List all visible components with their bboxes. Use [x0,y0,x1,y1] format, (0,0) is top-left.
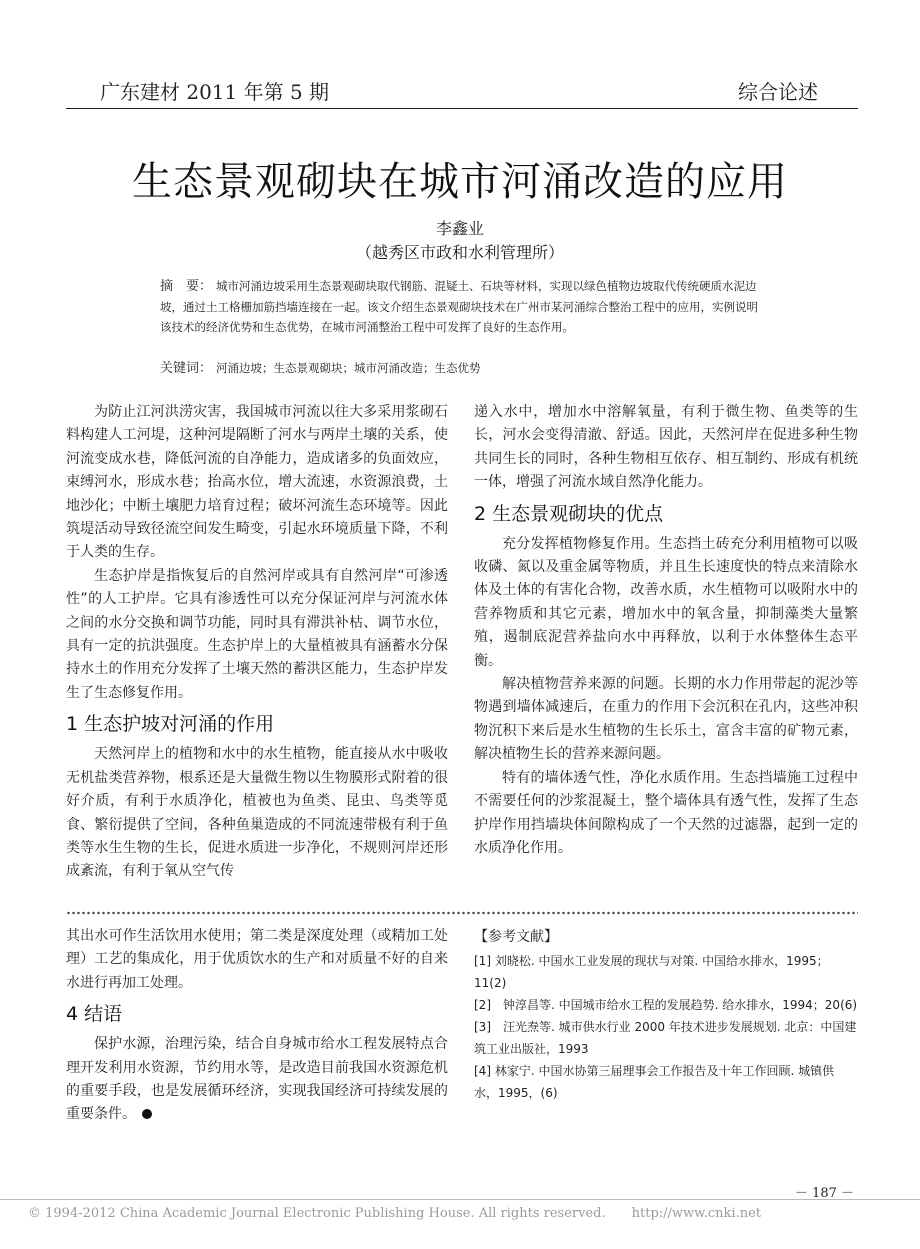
paragraph: 解决植物营养来源的问题。长期的水力作用带起的泥沙等物遇到墙体减速后，在重力的作用下会沉积在孔内，这些冲积物沉积下来后是水生植物的生长乐土，富含丰富的矿物元素，解决植物生长的营养来源问题。 [474,676,858,763]
copyright-footer [28,1206,761,1221]
article-title: 生态景观砌块在城市河涌改造的应用 [132,159,788,205]
abstract-text: 城市河涌边坡采用生态景观砌块取代钢筋、混疑土、石块等材料，实现以绿色植物边坡取代传统硬质水泥边坡，通过土工格栅加筋挡墙连接在一起。该文介绍生态景观砌块技术在广州市某河涌综合整治工程中的应用，实例说明该技术的经济优势和生态优势，在城市河涌整治工程中可发挥了良好的生态作用。 [160,279,758,334]
reference-item: [3] 汪光焘等. 城市供水行业 2000 年技术进步发展规划. 北京：中国建筑工业出版社，1993 [474,1020,857,1056]
article-divider [66,910,858,916]
keywords-text: 河涌边坡；生态景观砌块；城市河涌改造；生态优势 [216,361,481,375]
paragraph: 递入水中，增加水中溶解氧量，有利于微生物、鱼类等的生长，河水会变得清澈、舒适。因此，天然河岸在促进多种生物共同生长的同时，各种生物相互依存、相互制约、形成有机统一体，增强了河流水域自然净化能力。 [474,404,858,491]
abstract [160,276,760,337]
reference-item: [1] 刘晓松. 中国水工业发展的现状与对策. 中国给水排水，1995；11(2) [474,954,829,990]
body-column-right [474,401,858,860]
reference-item: [2] 钟淳昌等. 中国城市给水工程的发展趋势. 给水排水，1994；20(6) [474,998,858,1012]
copyright-text: © 1994-2012 China Academic Journal Electronic Publishing House. All rights reserved. [28,1206,606,1221]
keywords-label: 关键词： [160,361,213,376]
author-name: 李鑫业 [435,219,484,238]
keywords [160,358,760,379]
header-divider [66,108,858,109]
footer-url[interactable]: http://www.cnki.net [631,1206,761,1221]
paragraph [66,1033,448,1127]
paragraph: 天然河岸上的植物和水中的水生植物，能直接从水中吸收无机盐类营养物，根系还是大量微生物以生物膜形式附着的很好介质，有利于水质净化，植被也为鱼类、昆虫、鸟类等觅食、繁衍提供了空间，各种鱼巢造成的不同流速带极有利于鱼类等水生生物的生长，促进水质进一步净化，不规则河岸还形成紊流，有利于氧从空气传 [66,746,448,880]
references [474,926,858,1104]
paragraph: 充分发挥植物修复作用。生态挡土砖充分利用植物可以吸收磷、氮以及重金属等物质，并且生长速度快的特点来清除水体及土体的有害化合物，改善水质，水生植物可以吸附水中的营养物质和其它元素，增加水中的氧含量，抑制藻类大量繁殖，遏制底泥营养盐向水中再释放，以利于水体整体生态平衡。 [474,535,858,669]
references-heading: 【参考文献】 [474,929,558,945]
paragraph: 特有的墙体透气性，净化水质作用。生态挡墙施工过程中不需要任何的沙浆混凝土，整个墙体具有透气性，发挥了生态护岸作用挡墙块体间隙构成了一个天然的过滤器，起到一定的水质净化作用。 [474,769,858,856]
body-column-left [66,401,448,884]
section-header: 综合论述 [738,80,818,104]
page-number: － 187 － [794,1186,854,1201]
reference-item: [4] 林家宁. 中国水协第三届理事会工作报告及十年工作回顾. 城镇供水，1995，(6) [474,1064,835,1100]
conclusion-text: 保护水源，治理污染，结合自身城市给水工程发展特点合理开发利用水资源，节约用水等，是改造目前我国水资源危机的重要手段，也是发展循环经济，实现我国经济可持续发展的重要条件。 [66,1036,448,1123]
end-mark-icon [142,1109,152,1119]
footer-divider [0,1199,920,1200]
section-heading: 1 生态护坡对河涌的作用 [66,713,275,736]
abstract-label: 摘 要： [160,279,213,294]
section-heading: 2 生态景观砌块的优点 [474,502,664,525]
author-affiliation: （越秀区市政和水利管理所） [355,243,564,262]
paragraph: 其出水可作生活饮用水使用；第二类是深度处理（或精加工处理）工艺的集成化，用于优质饮水的生产和对质量不好的自来水进行再加工处理。 [66,928,448,991]
paragraph: 为防止江河洪涝灾害，我国城市河流以往大多采用浆砌石料构建人工河堤，这种河堤隔断了河水与两岸土壤的关系，使河流变成水巷，降低河流的自净能力，造成诸多的负面效应，束缚河水，形成水巷；抬高水位，增大流速，水资源浪费，土地沙化；中断土壤肥力培育过程；破坏河流生态环境等。因此筑堤活动导致径流空间发生畸变，引起水环境质量下降，不利于人类的生存。 [66,404,448,561]
section-heading: 4 结语 [66,1003,123,1026]
journal-header: 广东建材 2011 年第 5 期 [100,80,330,104]
paragraph: 生态护岸是指恢复后的自然河岸或具有自然河岸“可渗透性”的人工护岸。它具有渗透性可以充分保证河岸与河流水体之间的水分交换和调节功能，同时具有滞洪补枯、调节水位，具有一定的抗洪强度。生态护岸上的大量植被具有涵蓄水分保持水土的作用充分发挥了土壤天然的蓄洪区能力，生态护岸发生了生态修复作用。 [66,567,448,701]
lower-column-left [66,925,448,1127]
